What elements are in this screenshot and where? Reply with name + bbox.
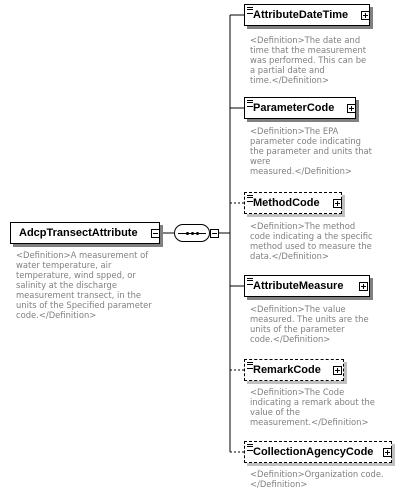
element-parametercode[interactable]: ParameterCode	[244, 97, 356, 119]
element-icon	[247, 278, 253, 285]
element-icon	[247, 195, 253, 202]
root-collapse-button[interactable]	[151, 229, 160, 238]
sequence-collapse-button[interactable]	[210, 229, 219, 238]
element-icon	[247, 100, 253, 107]
root-node-label: AdcpTransectAttribute	[19, 227, 138, 239]
element-icon	[247, 444, 253, 451]
collectionagencycode-definition: <Definition>Organization code. </Definition>	[250, 469, 384, 489]
root-node-adcptransectattribute[interactable]	[10, 222, 160, 244]
parametercode-definition: <Definition>The EPA parameter code indicating the parameter and units that were measured.</Definition>	[250, 126, 372, 176]
element-attributemeasure[interactable]: AttributeMeasure	[244, 275, 370, 297]
attributedatetime-definition: <Definition>The date and time that the measurement was performed. This can be a partial date and time.</Definition>	[250, 35, 367, 85]
element-attributedatetime[interactable]: AttributeDateTime	[244, 4, 370, 26]
methodcode-definition: <Definition>The method code indicating a the specific method used to measure the data.</Definition>	[250, 221, 373, 261]
attributemeasure-expand-button[interactable]	[359, 282, 368, 291]
collectionagencycode-expand-button[interactable]	[383, 448, 392, 457]
attributemeasure-definition: <Definition>The value measured. The units are the units of the parameter code.</Definition>	[250, 304, 369, 344]
sequence-compositor[interactable]	[174, 224, 210, 242]
element-remarkcode[interactable]: RemarkCode	[244, 359, 344, 381]
attributedatetime-expand-button[interactable]	[361, 11, 370, 20]
element-icon	[247, 362, 253, 369]
parametercode-expand-button[interactable]	[347, 104, 356, 113]
remarkcode-definition: <Definition>The Code indicating a remark about the value of the measurement.</Definition>	[250, 387, 375, 427]
element-methodcode[interactable]: MethodCode	[244, 192, 342, 214]
element-icon	[247, 7, 253, 14]
root-definition: <Definition>A measurement of water temperature, air temperature, wind spped, or salinity at the discharge measurement transect, in the units of the Specified parameter code.</Definition>	[16, 250, 152, 320]
element-collectionagencycode[interactable]: CollectionAgencyCode	[244, 441, 392, 463]
methodcode-expand-button[interactable]	[333, 199, 342, 208]
remarkcode-expand-button[interactable]	[333, 366, 342, 375]
